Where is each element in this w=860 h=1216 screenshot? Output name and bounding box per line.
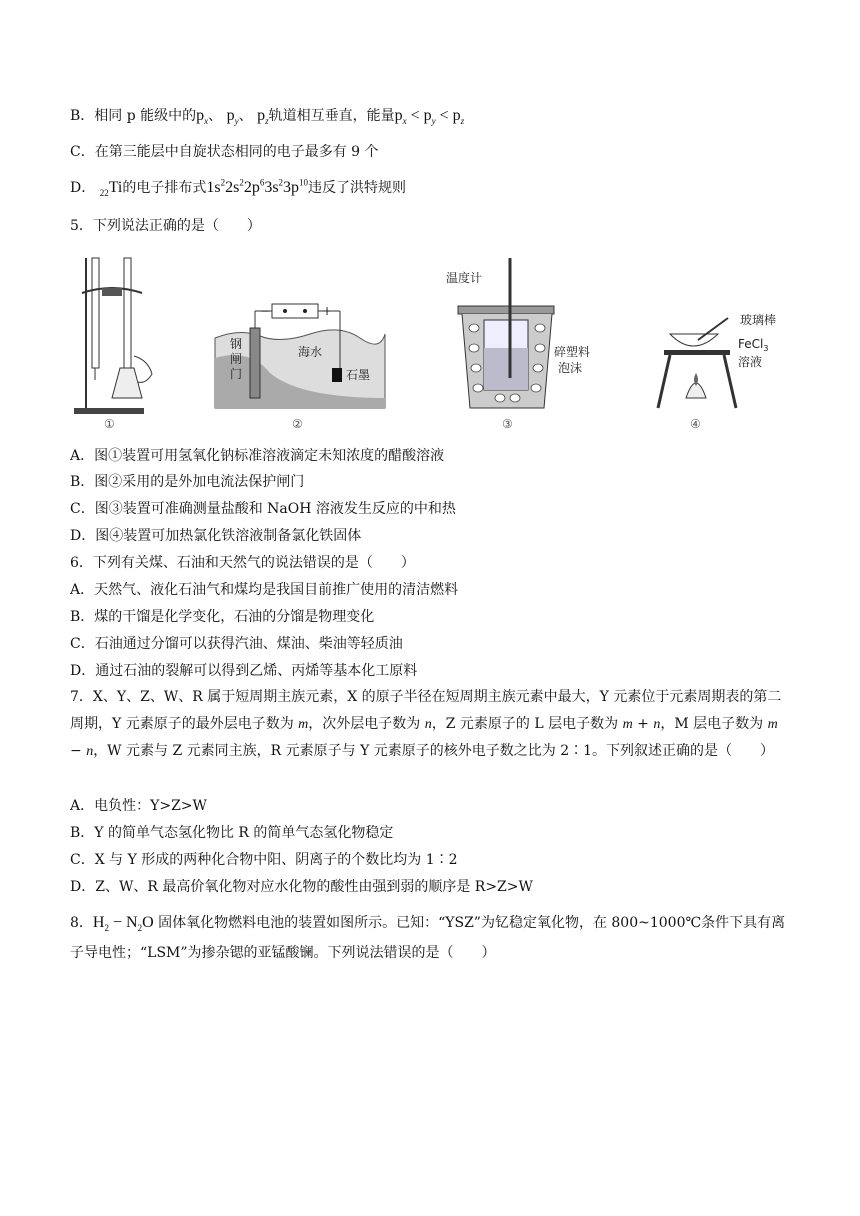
svg-text:FeCl3: FeCl$_3$ — [738, 337, 769, 353]
ti-symbol: $_{22}$Ti — [99, 179, 123, 199]
q8-stem: 8．$H_2 - N_2O$ 固体氧化物燃料电池的装置如图所示。已知：“YSZ”为钇稳定氧化物，在 800~1000℃条件下具有离子导电性；“LSM”为掺杂锶的亚锰酸镧。下列说法错误的是（ ） — [70, 914, 786, 961]
svg-text:门: 门 — [230, 367, 243, 381]
q5-stem: 5．下列说法正确的是（ ） — [70, 218, 261, 234]
svg-text:闸: 闸 — [230, 352, 243, 366]
q4-option-b: B．相同 p 能级中的$p_x$、 $p_y$、 $p_z$轨道相互垂直，能量$p_x < p_y < p_z$ — [70, 107, 465, 127]
px: $p_x$ — [196, 107, 209, 127]
q7-option-b: B．Y 的简单气态氢化物比 R 的简单气态氢化物稳定 — [70, 825, 394, 841]
energy-inequality: $p_x < p_y < p_z$ — [394, 107, 465, 127]
q7-option-c: C．X 与 Y 形成的两种化合物中阳、阴离子的个数比均为 1∶2 — [70, 852, 458, 868]
svg-text:海水: 海水 — [298, 345, 323, 359]
svg-text:钢: 钢 — [230, 337, 243, 351]
svg-text:+: + — [322, 304, 333, 318]
figure-3-number: ③ — [502, 417, 513, 431]
svg-text:−: − — [260, 304, 271, 318]
q6-option-a: A．天然气、液化石油气和煤均是我国目前推广使用的清洁燃料 — [70, 582, 459, 598]
q4-option-d: D． $_{22}$Ti的电子排布式$1s^22s^22p^63s^23p^{10}$违反了洪特规则 — [70, 177, 407, 199]
figure-4-number: ④ — [690, 417, 701, 431]
q6-option-b: B．煤的干馏是化学变化，石油的分馏是物理变化 — [70, 609, 375, 625]
q4-option-c: C．在第三能层中自旋状态相同的电子最多有 9 个 — [70, 144, 379, 160]
svg-text:温度计: 温度计 — [446, 271, 483, 285]
figure-1-number: ① — [104, 417, 115, 431]
q5-option-a: A．图①装置可用氢氧化钠标准溶液滴定未知浓度的醋酸溶液 — [70, 448, 445, 464]
q7-stem: 7．X、Y、Z、W、R 属于短周期主族元素，X 的原子半径在短周期主族元素中最大，Y 元素位于元素周期表的第二周期，Y 元素原子的最外层电子数为 m，次外层电子数为 n，Z 元素原子的 L 层电子数为 m + n，M 层电子数为 m − n，W 元素与 Z 元素同主族，R 元素原子与 Y 元素原子的核外电子数之比为 2∶1。下列叙述正确的是（ ） — [70, 689, 782, 759]
figure-3-calorimeter — [440, 248, 600, 433]
figure-1-titration — [72, 248, 172, 433]
q7-option-a: A．电负性：Y>Z>W — [70, 798, 207, 814]
figure-2-number: ② — [292, 417, 303, 431]
pz: $p_z$ — [257, 107, 269, 127]
figure-4-evaporation — [648, 248, 798, 433]
q6-stem: 6．下列有关煤、石油和天然气的说法错误的是（ ） — [70, 555, 415, 571]
q7-option-d: D．Z、W、R 最高价氧化物对应水化物的酸性由强到弱的顺序是 R>Z>W — [70, 879, 533, 895]
svg-text:石墨: 石墨 — [346, 368, 371, 382]
py: $p_y$ — [226, 107, 239, 127]
electron-configuration: $1s^22s^22p^63s^23p^{10}$ — [206, 177, 309, 196]
svg-text:溶液: 溶液 — [738, 355, 763, 369]
q5-option-b: B．图②采用的是外加电流法保护闸门 — [70, 474, 305, 490]
figure-2-protection — [210, 248, 390, 433]
q5-option-c: C．图③装置可准确测量盐酸和 NaOH 溶液发生反应的中和热 — [70, 501, 456, 517]
q5-option-d: D．图④装置可加热氯化铁溶液制备氯化铁固体 — [70, 528, 362, 544]
svg-text:泡沫: 泡沫 — [558, 361, 583, 375]
svg-text:碎塑料: 碎塑料 — [554, 345, 591, 359]
q6-option-d: D．通过石油的裂解可以得到乙烯、丙烯等基本化工原料 — [70, 663, 418, 679]
svg-text:玻璃棒: 玻璃棒 — [740, 313, 777, 327]
q6-option-c: C．石油通过分馏可以获得汽油、煤油、柴油等轻质油 — [70, 636, 403, 652]
h2-n2o-formula: $H_2 - N_2O$ — [92, 914, 154, 934]
